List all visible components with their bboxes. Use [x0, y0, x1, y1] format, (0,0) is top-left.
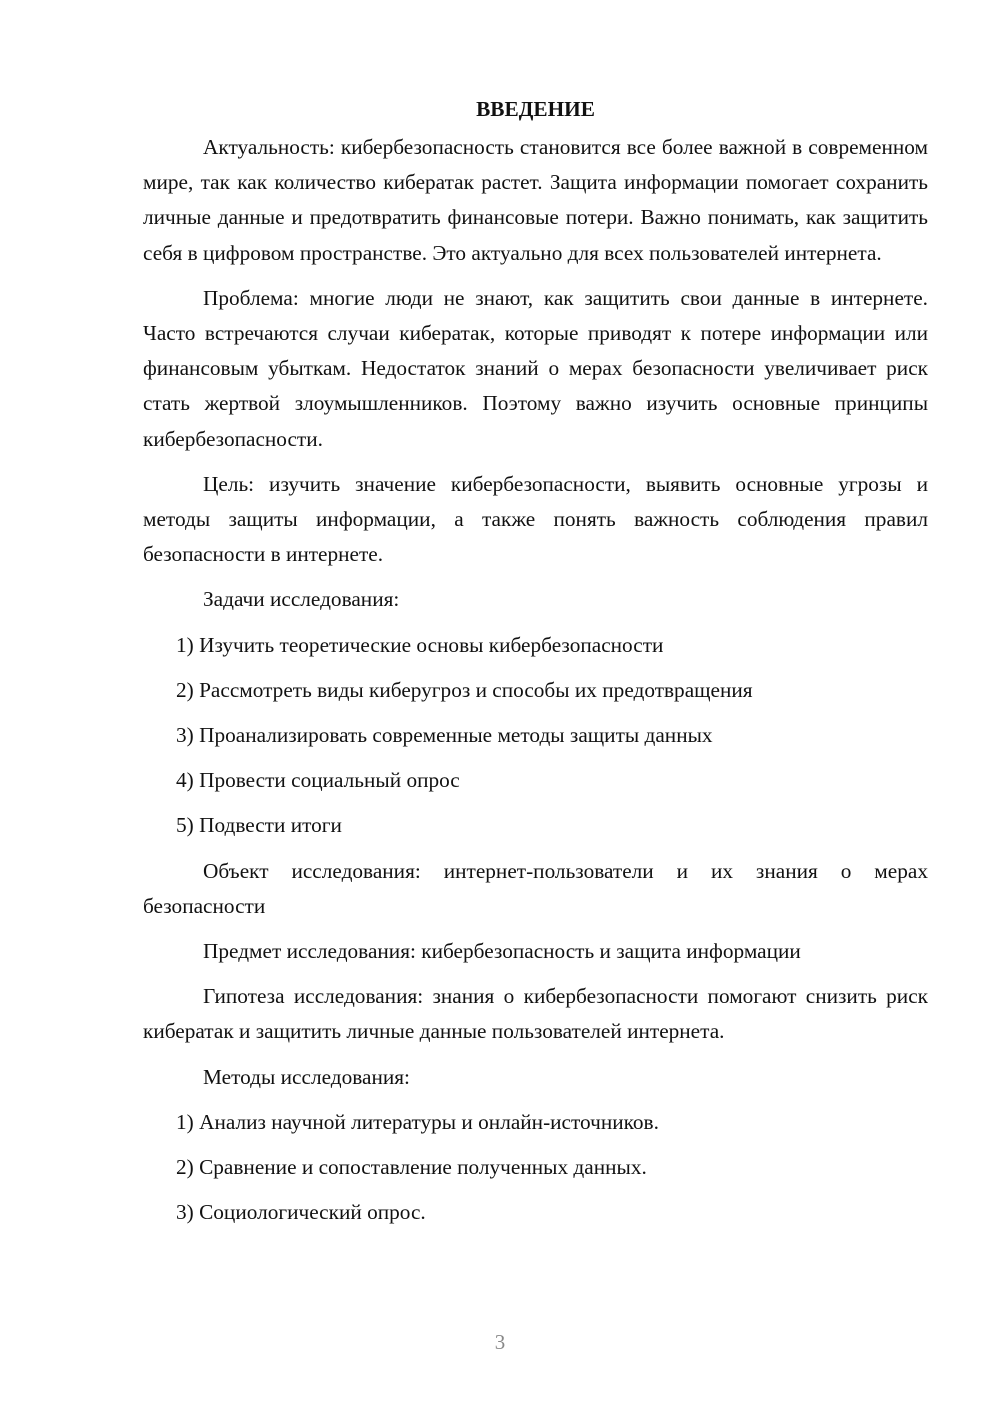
page-title: ВВЕДЕНИЕ	[476, 97, 595, 121]
paragraph-tasks-heading: Задачи исследования:	[203, 587, 400, 612]
paragraph-methods-heading: Методы исследования:	[203, 1064, 410, 1089]
list-item: 2) Рассмотреть виды киберугроз и способы их предотвращения	[176, 677, 753, 702]
list-item: 1) Анализ научной литературы и онлайн-источников.	[176, 1109, 659, 1134]
list-item: 1) Изучить теоретические основы кибербезопасности	[176, 632, 664, 657]
paragraph-subject: Предмет исследования: кибербезопасность и защита информации	[203, 939, 801, 964]
paragraph-hypothesis: Гипотеза исследования: знания о кибербезопасности помогают снизить риск кибератак и защитить личные данные пользователей интернета.	[143, 984, 928, 1044]
paragraph-goal: Цель: изучить значение кибербезопасности, выявить основные угрозы и методы защиты информации, а также понять важность соблюдения правил безопасности в интернете.	[143, 471, 928, 567]
list-item: 3) Проанализировать современные методы защиты данных	[176, 723, 713, 748]
paragraph-object: Объект исследования: интернет-пользователи и их знания о мерах безопасности	[143, 858, 928, 918]
list-item: 2) Сравнение и сопоставление полученных данных.	[176, 1155, 647, 1180]
page-number: 3	[494, 1330, 506, 1354]
paragraph-relevance: Актуальность: кибербезопасность становится все более важной в современном мире, так как количество кибератак растет. Защита информации помогает сохранить личные данные и предотвратить финансовые потери. Важно понимать, как защитить себя в цифровом пространстве. Это актуально для всех пользователей интернета.	[143, 135, 928, 265]
list-item: 4) Провести социальный опрос	[176, 768, 460, 793]
page-content	[143, 92, 928, 1240]
list-item: 3) Социологический опрос.	[176, 1200, 426, 1225]
paragraph-problem: Проблема: многие люди не знают, как защитить свои данные в интернете. Часто встречаются случаи кибератак, которые приводят к потере информации или финансовым убыткам. Недостаток знаний о мерах безопасности увеличивает риск стать жертвой злоумышленников. Поэтому важно изучить основные принципы кибербезопасности.	[143, 285, 928, 451]
list-item: 5) Подвести итоги	[176, 813, 342, 838]
